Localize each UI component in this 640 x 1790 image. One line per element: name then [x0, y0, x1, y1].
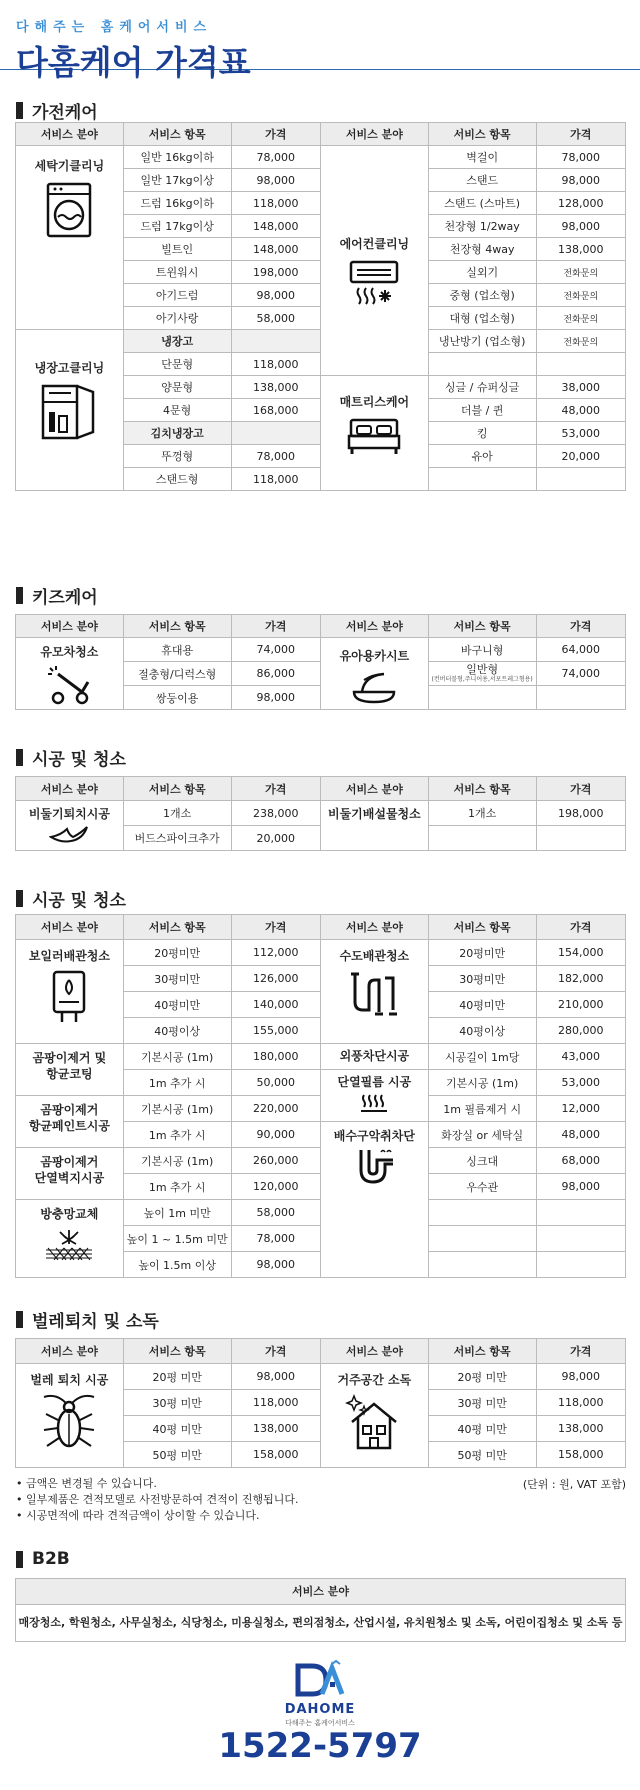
section-title-b2b: B2B: [16, 1549, 70, 1569]
item-cell: 4문형: [123, 399, 231, 422]
price-cell: 78,000: [231, 146, 320, 169]
price-cell: 198,000: [231, 261, 320, 284]
price-cell: 98,000: [231, 1252, 320, 1278]
price-cell: 98,000: [231, 284, 320, 307]
price-cell: 38,000: [536, 376, 625, 399]
item-cell: 30평미만: [123, 966, 231, 992]
price-cell: 118,000: [231, 1390, 320, 1416]
heater-icon: [360, 1093, 388, 1113]
item-cell: 아기드럼: [123, 284, 231, 307]
col-header: 서비스 항목: [428, 615, 536, 638]
price-cell: 20,000: [231, 826, 320, 851]
price-cell: 53,000: [536, 1070, 625, 1096]
item-cell: 1m 필름제거 시: [428, 1096, 536, 1122]
item-cell: 스탠드형: [123, 468, 231, 491]
price-cell: 78,000: [231, 1226, 320, 1252]
category-drain-odor: 배수구악취차단: [320, 1122, 428, 1278]
air-conditioner-icon: [349, 260, 399, 308]
price-cell: 138,000: [231, 376, 320, 399]
price-cell: 58,000: [231, 307, 320, 330]
price-cell: 68,000: [536, 1148, 625, 1174]
price-cell: 98,000: [231, 686, 320, 710]
dahome-logo-icon: [292, 1660, 348, 1700]
price-cell: 12,000: [536, 1096, 625, 1122]
col-header: 서비스 분야: [320, 615, 428, 638]
price-cell: 48,000: [536, 1122, 625, 1148]
item-cell: 1m 추가 시: [123, 1174, 231, 1200]
section-title-construction-2: 시공 및 청소: [16, 886, 126, 911]
price-cell: 148,000: [231, 215, 320, 238]
item-cell: 기본시공 (1m): [123, 1044, 231, 1070]
tagline: 다해주는 홈케어서비스: [16, 20, 213, 35]
item-cell: 더블 / 퀸: [428, 399, 536, 422]
price-cell: 53,000: [536, 422, 625, 445]
col-header: 서비스 항목: [428, 777, 536, 801]
col-header: 서비스 분야: [16, 123, 124, 146]
category-screen-replace: 방충망교체: [16, 1200, 124, 1278]
price-cell: [231, 330, 320, 353]
bird-icon: [49, 825, 89, 843]
section-title-appliance: 가전케어: [16, 98, 98, 123]
item-cell: 기본시공 (1m): [123, 1148, 231, 1174]
price-cell: 155,000: [231, 1018, 320, 1044]
item-cell: 1m 추가 시: [123, 1122, 231, 1148]
item-cell: 냉난방기 (업소형): [428, 330, 536, 353]
price-cell: 98,000: [231, 1364, 320, 1390]
subcategory-cell: 김치냉장고: [123, 422, 231, 445]
item-cell: 실외기: [428, 261, 536, 284]
category-pest-control: 벌레 퇴치 시공: [16, 1364, 124, 1468]
price-cell: 74,000: [231, 638, 320, 662]
price-cell: 전화문의: [536, 330, 625, 353]
price-cell: 180,000: [231, 1044, 320, 1070]
subcategory-cell: 냉장고: [123, 330, 231, 353]
item-cell: 40평이상: [123, 1018, 231, 1044]
category-water-pipe: 수도배관청소: [320, 940, 428, 1044]
price-cell: 전화문의: [536, 284, 625, 307]
pigeon-table: [15, 776, 626, 851]
item-cell: 20평 미만: [428, 1364, 536, 1390]
phone-number: 1522-5797: [218, 1726, 422, 1766]
col-header: 서비스 분야: [16, 915, 124, 940]
b2b-content: 매장청소, 학원청소, 사무실청소, 식당청소, 미용실청소, 편의점청소, 산업시설, 유치원청소 및 소독, 어린이집청소 및 소독 등: [18, 1616, 623, 1629]
price-cell: 20,000: [536, 445, 625, 468]
b2b-header: 서비스 분야: [16, 1579, 625, 1605]
item-cell: 빌트인: [123, 238, 231, 261]
bed-icon: [347, 418, 401, 456]
price-cell: 120,000: [231, 1174, 320, 1200]
item-cell: 중형 (업소형): [428, 284, 536, 307]
price-cell: 98,000: [536, 1364, 625, 1390]
price-cell: 90,000: [231, 1122, 320, 1148]
category-insulation-film: 단열필름 시공: [320, 1070, 428, 1122]
item-cell: 1m 추가 시: [123, 1070, 231, 1096]
house-disinfect-icon: [344, 1392, 404, 1450]
col-header: 서비스 분야: [320, 915, 428, 940]
price-cell: 220,000: [231, 1096, 320, 1122]
page-title: 다홈케어 가격표: [16, 43, 251, 82]
price-cell: 118,000: [536, 1390, 625, 1416]
item-cell: 일반 16kg이하: [123, 146, 231, 169]
price-cell: 238,000: [231, 801, 320, 826]
col-header: 서비스 분야: [320, 123, 428, 146]
item-cell: [428, 1252, 536, 1278]
price-cell: 43,000: [536, 1044, 625, 1070]
col-header: 서비스 항목: [123, 915, 231, 940]
logo-text: DAHOME: [284, 1702, 356, 1717]
section-title-construction-1: 시공 및 청소: [16, 745, 126, 770]
item-cell: 40평미만: [123, 992, 231, 1018]
item-cell: 높이 1.5m 이상: [123, 1252, 231, 1278]
item-cell: 쌍둥이용: [123, 686, 231, 710]
category-stroller: 유모차청소: [16, 638, 124, 710]
b2b-table: [15, 1578, 626, 1642]
item-cell: 천장형 4way: [428, 238, 536, 261]
item-cell: 시공길이 1m당: [428, 1044, 536, 1070]
price-cell: 168,000: [231, 399, 320, 422]
price-cell: 210,000: [536, 992, 625, 1018]
item-cell: 대형 (업소형): [428, 307, 536, 330]
item-cell: 절충형/디럭스형: [123, 662, 231, 686]
boiler-icon: [51, 970, 87, 1024]
appliance-table: [15, 122, 626, 491]
item-cell: 스탠드 (스마트): [428, 192, 536, 215]
drain-trap-icon: [353, 1148, 395, 1188]
item-cell: [428, 1226, 536, 1252]
price-cell: 154,000: [536, 940, 625, 966]
price-cell: 118,000: [231, 353, 320, 376]
item-cell: 킹: [428, 422, 536, 445]
price-cell: 98,000: [231, 169, 320, 192]
col-header: 가격: [536, 777, 625, 801]
category-mold-wallpaper: 곰팡이제거 단열벽지시공: [16, 1148, 124, 1200]
car-seat-icon: [350, 670, 398, 704]
price-cell: 126,000: [231, 966, 320, 992]
item-cell: 싱글 / 슈퍼싱글: [428, 376, 536, 399]
price-cell: 260,000: [231, 1148, 320, 1174]
item-cell: 40평 미만: [428, 1416, 536, 1442]
price-cell: 198,000: [536, 801, 625, 826]
pest-table: [15, 1338, 626, 1468]
price-cell: 112,000: [231, 940, 320, 966]
item-cell: [428, 686, 536, 710]
price-cell: [536, 1200, 625, 1226]
item-cell: [428, 1200, 536, 1226]
logo-slogan: 다해주는 홈케어서비스: [285, 1719, 355, 1727]
col-header: 서비스 항목: [123, 1339, 231, 1364]
col-header: 서비스 항목: [123, 777, 231, 801]
category-aircon: 에어컨클리닝: [320, 146, 428, 376]
pipe-icon: [347, 970, 401, 1018]
item-cell: 스탠드: [428, 169, 536, 192]
category-pigeon-repel: 비둘기퇴치시공: [16, 801, 124, 851]
item-cell: 20평미만: [428, 940, 536, 966]
price-cell: 182,000: [536, 966, 625, 992]
price-cell: 138,000: [536, 238, 625, 261]
note-line: • 일부제품은 견적모델로 사전방문하여 견적이 진행됩니다.: [16, 1493, 299, 1506]
col-header: 서비스 분야: [16, 1339, 124, 1364]
col-header: 가격: [231, 777, 320, 801]
price-cell: [536, 826, 625, 851]
col-header: 서비스 분야: [16, 615, 124, 638]
col-header: 가격: [536, 123, 625, 146]
price-cell: 48,000: [536, 399, 625, 422]
item-cell: 30평 미만: [123, 1390, 231, 1416]
price-cell: 50,000: [231, 1070, 320, 1096]
price-cell: [231, 422, 320, 445]
item-cell: 버드스파이크추가: [123, 826, 231, 851]
price-cell: [536, 1252, 625, 1278]
item-cell: 높이 1 ~ 1.5m 미만: [123, 1226, 231, 1252]
price-cell: 58,000: [231, 1200, 320, 1226]
kids-table: [15, 614, 626, 710]
price-cell: [536, 686, 625, 710]
price-cell: 86,000: [231, 662, 320, 686]
price-cell: 78,000: [231, 445, 320, 468]
washing-machine-icon: [46, 182, 92, 238]
stroller-icon: [46, 664, 92, 706]
col-header: 가격: [536, 1339, 625, 1364]
item-cell: 기본시공 (1m): [123, 1096, 231, 1122]
price-cell: 98,000: [536, 215, 625, 238]
category-mold-paint: 곰팡이제거 항균페인트시공: [16, 1096, 124, 1148]
price-cell: 158,000: [536, 1442, 625, 1468]
item-cell: 1개소: [123, 801, 231, 826]
price-cell: 140,000: [231, 992, 320, 1018]
price-cell: 전화문의: [536, 307, 625, 330]
item-cell: 벽걸이: [428, 146, 536, 169]
item-cell: 50평 미만: [123, 1442, 231, 1468]
col-header: 서비스 항목: [428, 915, 536, 940]
note-line: • 금액은 변경될 수 있습니다.: [16, 1477, 157, 1490]
category-washer: 세탁기클리닝: [16, 146, 124, 330]
item-cell: 양문형: [123, 376, 231, 399]
item-cell: 휴대용: [123, 638, 231, 662]
section-title-pest: 벌레퇴치 및 소독: [16, 1307, 159, 1332]
price-cell: [536, 1226, 625, 1252]
item-cell: 아기사랑: [123, 307, 231, 330]
col-header: 서비스 분야: [16, 777, 124, 801]
item-cell: 40평이상: [428, 1018, 536, 1044]
item-cell: 30평 미만: [428, 1390, 536, 1416]
item-cell: 높이 1m 미만: [123, 1200, 231, 1226]
item-cell: 우수관: [428, 1174, 536, 1200]
construction-table: [15, 914, 626, 1278]
brand-logo: [0, 1660, 640, 1728]
category-disinfection: 거주공간 소독: [320, 1364, 428, 1468]
item-cell: [428, 353, 536, 376]
col-header: 서비스 항목: [428, 1339, 536, 1364]
category-mold-coating: 곰팡이제거 및 항균코팅: [16, 1044, 124, 1096]
category-car-seat: 유아용카시트: [320, 638, 428, 710]
price-cell: 148,000: [231, 238, 320, 261]
price-cell: 98,000: [536, 1174, 625, 1200]
item-cell: 유아: [428, 445, 536, 468]
col-header: 가격: [231, 615, 320, 638]
item-cell: 뚜껑형: [123, 445, 231, 468]
item-cell: 천장형 1/2way: [428, 215, 536, 238]
item-cell: 20평미만: [123, 940, 231, 966]
col-header: 서비스 항목: [428, 123, 536, 146]
item-cell: 일반형 (컨버터블형,주니어용,서포트레그형용): [428, 662, 536, 686]
item-cell: [428, 826, 536, 851]
item-cell: 30평미만: [428, 966, 536, 992]
price-cell: 118,000: [231, 468, 320, 491]
item-cell: 50평 미만: [428, 1442, 536, 1468]
item-cell: 기본시공 (1m): [428, 1070, 536, 1096]
col-header: 가격: [231, 915, 320, 940]
price-cell: 74,000: [536, 662, 625, 686]
price-cell: [536, 468, 625, 491]
item-cell: 트윈워시: [123, 261, 231, 284]
unit-note: (단위 : 원, VAT 포함): [522, 1478, 626, 1491]
price-cell: [536, 353, 625, 376]
cockroach-icon: [39, 1392, 99, 1452]
category-pigeon-clean: 비둘기배설물청소: [320, 801, 428, 851]
item-cell: 40평 미만: [123, 1416, 231, 1442]
col-header: 가격: [231, 1339, 320, 1364]
price-cell: 98,000: [536, 169, 625, 192]
item-cell: 바구니형: [428, 638, 536, 662]
col-header: 가격: [536, 615, 625, 638]
price-cell: 138,000: [536, 1416, 625, 1442]
price-cell: 118,000: [231, 192, 320, 215]
col-header: 가격: [231, 123, 320, 146]
col-header: 서비스 항목: [123, 123, 231, 146]
note-line: • 시공면적에 따라 견적금액이 상이할 수 있습니다.: [16, 1509, 260, 1522]
category-mattress: 매트리스케어: [320, 376, 428, 491]
price-cell: 138,000: [231, 1416, 320, 1442]
category-boiler-pipe: 보일러배관청소: [16, 940, 124, 1044]
price-cell: 128,000: [536, 192, 625, 215]
col-header: 서비스 분야: [320, 1339, 428, 1364]
item-cell: 20평 미만: [123, 1364, 231, 1390]
item-cell: 1개소: [428, 801, 536, 826]
category-fridge: 냉장고클리닝: [16, 330, 124, 491]
price-cell: 78,000: [536, 146, 625, 169]
price-cell: 158,000: [231, 1442, 320, 1468]
item-cell: 단문형: [123, 353, 231, 376]
price-cell: 64,000: [536, 638, 625, 662]
item-cell: [428, 468, 536, 491]
item-cell: 싱크대: [428, 1148, 536, 1174]
item-cell: 40평미만: [428, 992, 536, 1018]
section-title-kids: 키즈케어: [16, 583, 98, 608]
notes: [16, 1476, 299, 1524]
col-header: 서비스 분야: [320, 777, 428, 801]
category-draft-block: 외풍차단시공: [320, 1044, 428, 1070]
price-cell: 280,000: [536, 1018, 625, 1044]
mosquito-net-icon: [42, 1226, 96, 1260]
item-cell: 드럼 16kg이하: [123, 192, 231, 215]
refrigerator-icon: [41, 384, 97, 440]
page-header: [0, 0, 640, 82]
item-cell: 일반 17kg이상: [123, 169, 231, 192]
item-cell: 드럼 17kg이상: [123, 215, 231, 238]
col-header: 서비스 항목: [123, 615, 231, 638]
price-cell: 전화문의: [536, 261, 625, 284]
item-cell: 화장실 or 세탁실: [428, 1122, 536, 1148]
col-header: 가격: [536, 915, 625, 940]
